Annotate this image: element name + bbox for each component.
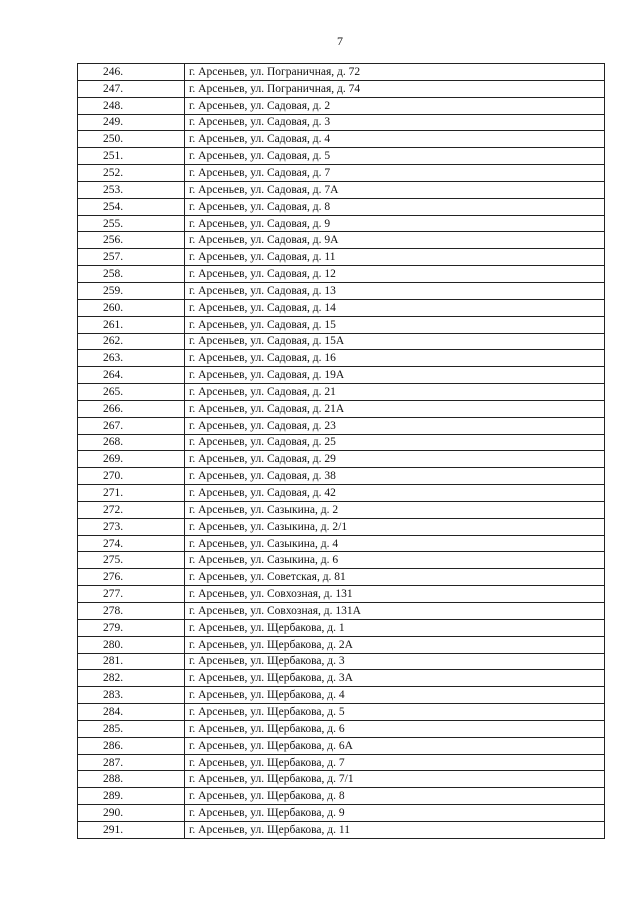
- row-number: 284.: [78, 704, 185, 721]
- table-row: [78, 451, 605, 468]
- row-address: г. Арсеньев, ул. Садовая, д. 42: [185, 485, 605, 502]
- table-row: [78, 569, 605, 586]
- table-row: [78, 316, 605, 333]
- row-address: г. Арсеньев, ул. Садовая, д. 5: [185, 148, 605, 165]
- row-address: г. Арсеньев, ул. Пограничная, д. 74: [185, 80, 605, 97]
- row-address: г. Арсеньев, ул. Садовая, д. 21А: [185, 400, 605, 417]
- row-number: 251.: [78, 148, 185, 165]
- table-row: [78, 586, 605, 603]
- table-row: [78, 687, 605, 704]
- row-address: г. Арсеньев, ул. Садовая, д. 3: [185, 114, 605, 131]
- row-address: г. Арсеньев, ул. Садовая, д. 23: [185, 417, 605, 434]
- table-row: [78, 518, 605, 535]
- row-address: г. Арсеньев, ул. Садовая, д. 12: [185, 266, 605, 283]
- row-address: г. Арсеньев, ул. Сазыкина, д. 4: [185, 535, 605, 552]
- row-address: г. Арсеньев, ул. Садовая, д. 38: [185, 468, 605, 485]
- table-row: [78, 720, 605, 737]
- row-number: 291.: [78, 821, 185, 838]
- row-number: 266.: [78, 400, 185, 417]
- row-number: 260.: [78, 299, 185, 316]
- row-address: г. Арсеньев, ул. Щербакова, д. 11: [185, 821, 605, 838]
- table-row: [78, 249, 605, 266]
- address-table-body: [78, 64, 605, 839]
- table-row: [78, 670, 605, 687]
- row-number: 283.: [78, 687, 185, 704]
- row-number: 276.: [78, 569, 185, 586]
- table-row: [78, 771, 605, 788]
- table-row: [78, 384, 605, 401]
- row-address: г. Арсеньев, ул. Садовая, д. 11: [185, 249, 605, 266]
- table-row: [78, 552, 605, 569]
- row-address: г. Арсеньев, ул. Садовая, д. 15А: [185, 333, 605, 350]
- table-row: [78, 754, 605, 771]
- row-address: г. Арсеньев, ул. Щербакова, д. 9: [185, 805, 605, 822]
- row-number: 269.: [78, 451, 185, 468]
- row-number: 263.: [78, 350, 185, 367]
- table-row: [78, 114, 605, 131]
- row-number: 279.: [78, 619, 185, 636]
- row-number: 246.: [78, 64, 185, 81]
- row-number: 253.: [78, 181, 185, 198]
- row-address: г. Арсеньев, ул. Совхозная, д. 131А: [185, 603, 605, 620]
- row-number: 275.: [78, 552, 185, 569]
- table-row: [78, 704, 605, 721]
- table-row: [78, 350, 605, 367]
- row-number: 268.: [78, 434, 185, 451]
- row-number: 281.: [78, 653, 185, 670]
- row-number: 247.: [78, 80, 185, 97]
- row-address: г. Арсеньев, ул. Садовая, д. 21: [185, 384, 605, 401]
- row-address: г. Арсеньев, ул. Сазыкина, д. 2/1: [185, 518, 605, 535]
- row-address: г. Арсеньев, ул. Садовая, д. 9: [185, 215, 605, 232]
- row-number: 256.: [78, 232, 185, 249]
- row-number: 282.: [78, 670, 185, 687]
- row-address: г. Арсеньев, ул. Сазыкина, д. 6: [185, 552, 605, 569]
- row-number: 257.: [78, 249, 185, 266]
- table-row: [78, 181, 605, 198]
- row-number: 252.: [78, 165, 185, 182]
- row-number: 280.: [78, 636, 185, 653]
- row-number: 272.: [78, 501, 185, 518]
- table-row: [78, 468, 605, 485]
- table-row: [78, 636, 605, 653]
- address-table: [77, 63, 605, 839]
- row-address: г. Арсеньев, ул. Садовая, д. 19А: [185, 367, 605, 384]
- row-number: 278.: [78, 603, 185, 620]
- row-address: г. Арсеньев, ул. Советская, д. 81: [185, 569, 605, 586]
- row-number: 254.: [78, 198, 185, 215]
- table-row: [78, 417, 605, 434]
- row-number: 264.: [78, 367, 185, 384]
- table-row: [78, 148, 605, 165]
- table-row: [78, 131, 605, 148]
- table-row: [78, 619, 605, 636]
- row-address: г. Арсеньев, ул. Щербакова, д. 7/1: [185, 771, 605, 788]
- row-address: г. Арсеньев, ул. Щербакова, д. 6: [185, 720, 605, 737]
- row-number: 267.: [78, 417, 185, 434]
- table-row: [78, 535, 605, 552]
- row-number: 286.: [78, 737, 185, 754]
- row-address: г. Арсеньев, ул. Садовая, д. 13: [185, 282, 605, 299]
- row-address: г. Арсеньев, ул. Щербакова, д. 5: [185, 704, 605, 721]
- table-row: [78, 400, 605, 417]
- row-number: 270.: [78, 468, 185, 485]
- table-row: [78, 501, 605, 518]
- table-row: [78, 434, 605, 451]
- table-row: [78, 737, 605, 754]
- row-number: 258.: [78, 266, 185, 283]
- row-number: 290.: [78, 805, 185, 822]
- row-address: г. Арсеньев, ул. Садовая, д. 2: [185, 97, 605, 114]
- row-number: 259.: [78, 282, 185, 299]
- table-row: [78, 299, 605, 316]
- table-row: [78, 333, 605, 350]
- table-row: [78, 805, 605, 822]
- row-address: г. Арсеньев, ул. Щербакова, д. 3А: [185, 670, 605, 687]
- row-address: г. Арсеньев, ул. Садовая, д. 16: [185, 350, 605, 367]
- table-row: [78, 603, 605, 620]
- row-number: 271.: [78, 485, 185, 502]
- table-row: [78, 821, 605, 838]
- row-number: 250.: [78, 131, 185, 148]
- table-row: [78, 653, 605, 670]
- row-number: 255.: [78, 215, 185, 232]
- table-row: [78, 165, 605, 182]
- row-address: г. Арсеньев, ул. Сазыкина, д. 2: [185, 501, 605, 518]
- row-address: г. Арсеньев, ул. Садовая, д. 29: [185, 451, 605, 468]
- row-address: г. Арсеньев, ул. Щербакова, д. 1: [185, 619, 605, 636]
- row-address: г. Арсеньев, ул. Щербакова, д. 3: [185, 653, 605, 670]
- row-address: г. Арсеньев, ул. Щербакова, д. 2А: [185, 636, 605, 653]
- row-address: г. Арсеньев, ул. Садовая, д. 4: [185, 131, 605, 148]
- row-address: г. Арсеньев, ул. Садовая, д. 25: [185, 434, 605, 451]
- row-number: 288.: [78, 771, 185, 788]
- table-row: [78, 198, 605, 215]
- row-address: г. Арсеньев, ул. Пограничная, д. 72: [185, 64, 605, 81]
- row-address: г. Арсеньев, ул. Щербакова, д. 4: [185, 687, 605, 704]
- table-row: [78, 788, 605, 805]
- table-row: [78, 485, 605, 502]
- table-row: [78, 80, 605, 97]
- row-number: 285.: [78, 720, 185, 737]
- row-number: 248.: [78, 97, 185, 114]
- row-address: г. Арсеньев, ул. Садовая, д. 14: [185, 299, 605, 316]
- table-row: [78, 215, 605, 232]
- row-number: 273.: [78, 518, 185, 535]
- row-number: 261.: [78, 316, 185, 333]
- table-row: [78, 97, 605, 114]
- row-number: 274.: [78, 535, 185, 552]
- row-address: г. Арсеньев, ул. Садовая, д. 7: [185, 165, 605, 182]
- row-number: 265.: [78, 384, 185, 401]
- row-address: г. Арсеньев, ул. Щербакова, д. 8: [185, 788, 605, 805]
- row-number: 289.: [78, 788, 185, 805]
- table-row: [78, 232, 605, 249]
- row-number: 249.: [78, 114, 185, 131]
- page-number: 7: [337, 34, 343, 48]
- row-address: г. Арсеньев, ул. Садовая, д. 7А: [185, 181, 605, 198]
- row-number: 277.: [78, 586, 185, 603]
- table-row: [78, 266, 605, 283]
- table-row: [78, 367, 605, 384]
- row-address: г. Арсеньев, ул. Щербакова, д. 7: [185, 754, 605, 771]
- row-address: г. Арсеньев, ул. Садовая, д. 15: [185, 316, 605, 333]
- table-row: [78, 282, 605, 299]
- table-row: [78, 64, 605, 81]
- row-address: г. Арсеньев, ул. Совхозная, д. 131: [185, 586, 605, 603]
- row-address: г. Арсеньев, ул. Садовая, д. 9А: [185, 232, 605, 249]
- row-number: 287.: [78, 754, 185, 771]
- row-address: г. Арсеньев, ул. Садовая, д. 8: [185, 198, 605, 215]
- row-number: 262.: [78, 333, 185, 350]
- row-address: г. Арсеньев, ул. Щербакова, д. 6А: [185, 737, 605, 754]
